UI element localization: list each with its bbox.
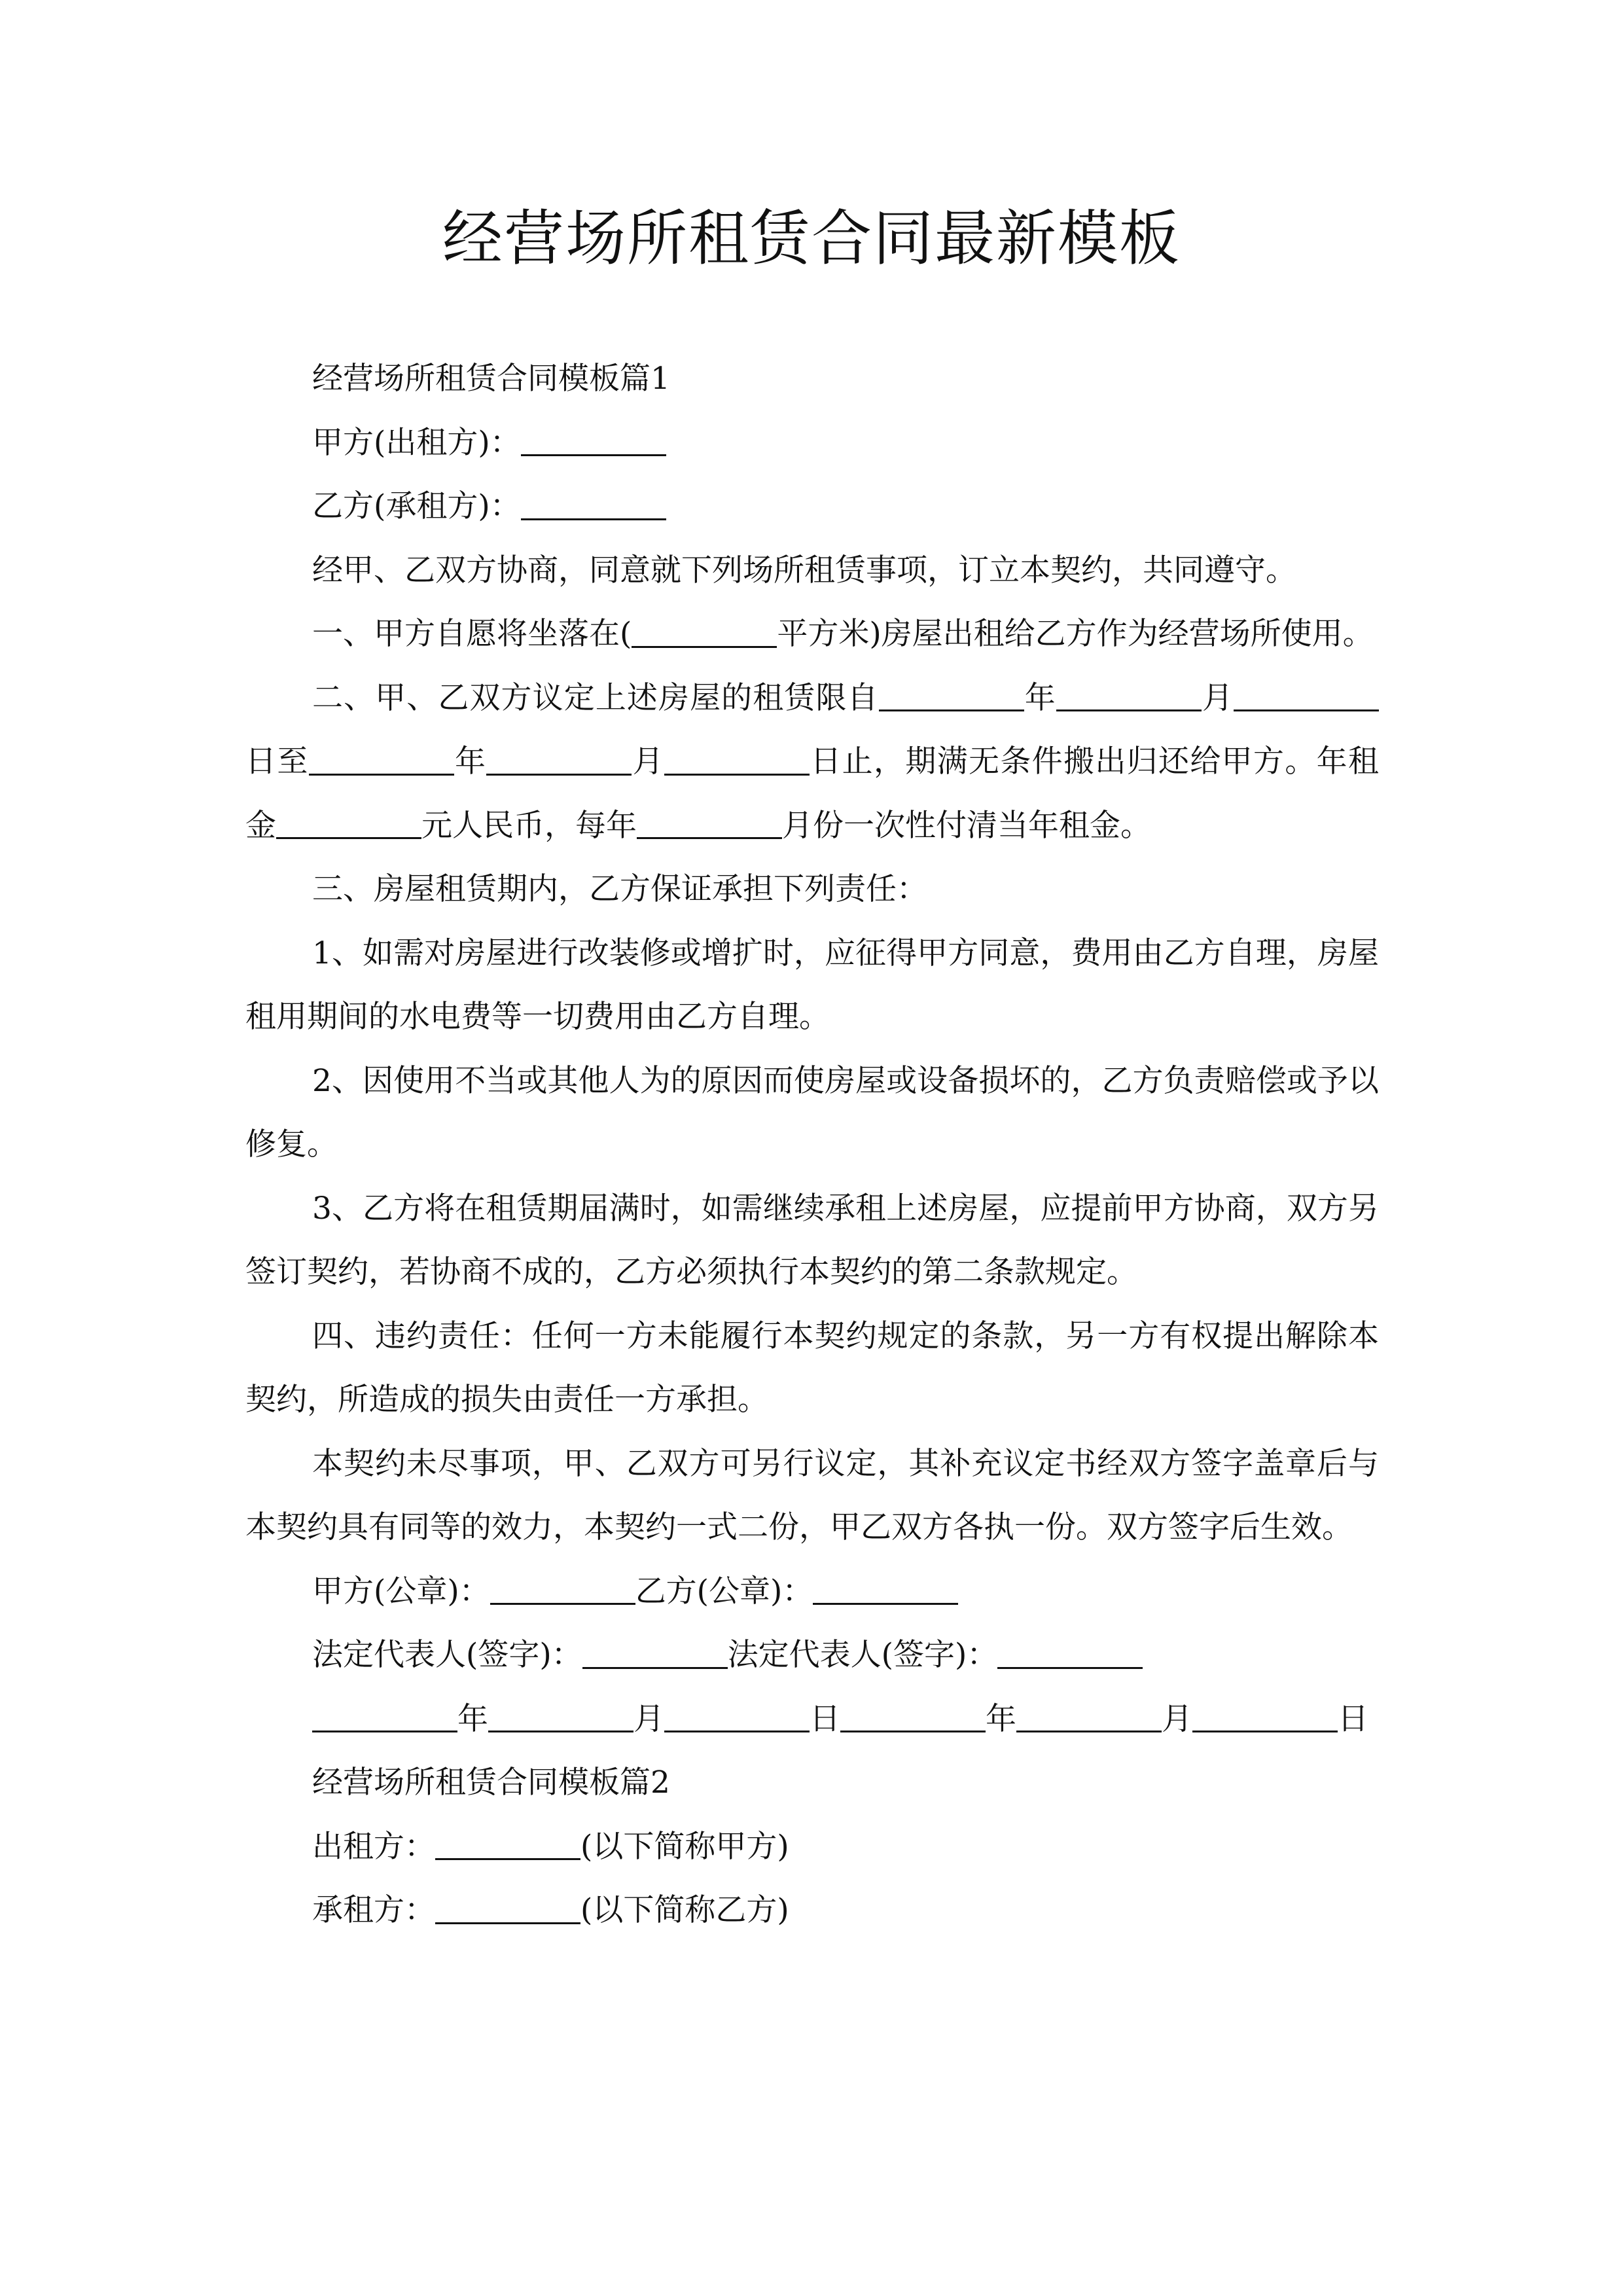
clause-1-text-b: 平方米)房屋出租给乙方作为经营场所使用。: [777, 616, 1374, 652]
document-body: [245, 347, 1379, 1943]
seal-line: [245, 1560, 1379, 1624]
area-blank[interactable]: [632, 615, 777, 648]
start-day-blank[interactable]: [1234, 679, 1379, 711]
clause-2: [245, 666, 1379, 858]
seal-a-blank[interactable]: [490, 1572, 635, 1605]
sign-year-a-blank[interactable]: [312, 1700, 457, 1732]
day-to-label: 日至: [245, 744, 309, 780]
rep-a-label: 法定代表人(签字)：: [312, 1637, 582, 1673]
section1-heading: 经营场所租赁合同模板篇1: [312, 361, 670, 397]
representative-line: [245, 1623, 1379, 1687]
rent-amount-blank[interactable]: [276, 806, 421, 839]
day-label: 日: [810, 1700, 840, 1737]
rep-b-label: 法定代表人(签字)：: [727, 1637, 998, 1673]
lessor-note: (以下简称甲方): [580, 1828, 789, 1865]
sign-year-b-blank[interactable]: [840, 1700, 986, 1732]
seal-b-blank[interactable]: [813, 1572, 958, 1605]
seal-a-label: 甲方(公章)：: [312, 1573, 490, 1609]
clause-3-heading: 三、房屋租赁期内，乙方保证承担下列责任：: [312, 871, 927, 907]
section2-heading: 经营场所租赁合同模板篇2: [312, 1765, 670, 1801]
yuan-text: 元人民币，每年: [421, 807, 637, 844]
signing-dates-line: [245, 1687, 1379, 1751]
party-a-label: 甲方(出租方)：: [312, 424, 521, 461]
start-year-blank[interactable]: [879, 679, 1024, 711]
lessor-blank[interactable]: [435, 1827, 580, 1860]
lessee-note: (以下简称乙方): [580, 1892, 789, 1928]
month-label: 月: [633, 1700, 664, 1737]
day-end-text: 日止，期满无条件搬出归还给甲方。年租金: [245, 744, 1380, 844]
sign-day-a-blank[interactable]: [664, 1700, 810, 1732]
seal-b-label: 乙方(公章)：: [635, 1573, 813, 1609]
year-label: 年: [457, 1700, 488, 1737]
year-label: 年: [986, 1700, 1016, 1737]
clause-3-item: 2、因使用不当或其他人为的原因而使房屋或设备损坏的，乙方负责赔偿或予以修复。: [245, 1062, 1379, 1162]
sign-day-b-blank[interactable]: [1192, 1700, 1338, 1732]
intro-paragraph: 经甲、乙双方协商，同意就下列场所租赁事项，订立本契约，共同遵守。: [312, 552, 1296, 588]
document-title: 经营场所租赁合同最新模板: [442, 204, 1181, 274]
year-label: 年: [454, 744, 487, 780]
clause-2-text: 二、甲、乙双方议定上述房屋的租赁限自: [312, 679, 879, 716]
clause-1: [245, 602, 1379, 666]
party-b-blank[interactable]: [521, 488, 666, 520]
end-day-blank[interactable]: [664, 743, 810, 776]
party-b-line: [245, 475, 1379, 539]
rep-a-blank[interactable]: [582, 1636, 728, 1669]
clause-4: 四、违约责任：任何一方未能履行本契约规定的条款，另一方有权提出解除本契约，所造成的损失由责任一方承担。: [245, 1318, 1379, 1418]
party-a-line: [245, 411, 1379, 475]
lessee-line: [245, 1878, 1379, 1943]
lessee-label: 承租方：: [312, 1892, 435, 1928]
day-label: 日: [1338, 1700, 1368, 1737]
end-year-blank[interactable]: [309, 743, 454, 776]
party-a-blank[interactable]: [521, 423, 666, 456]
month-label: 月: [1162, 1700, 1192, 1737]
month-label: 月: [632, 744, 665, 780]
start-month-blank[interactable]: [1056, 679, 1202, 711]
payment-month-blank[interactable]: [637, 806, 782, 839]
end-month-blank[interactable]: [486, 743, 632, 776]
lessor-line: [245, 1815, 1379, 1879]
lessor-label: 出租方：: [312, 1828, 435, 1865]
clause-3-item: 1、如需对房屋进行改装修或增扩时，应征得甲方同意，费用由乙方自理，房屋租用期间的水电费等一切费用由乙方自理。: [245, 935, 1379, 1035]
clause-2-tail: 月份一次性付清当年租金。: [782, 807, 1151, 844]
rep-b-blank[interactable]: [997, 1636, 1143, 1669]
supplement-paragraph: 本契约未尽事项，甲、乙双方可另行议定，其补充议定书经双方签字盖章后与本契约具有同等的效力，本契约一式二份，甲乙双方各执一份。双方签字后生效。: [245, 1445, 1379, 1545]
sign-month-a-blank[interactable]: [488, 1700, 633, 1732]
sign-month-b-blank[interactable]: [1016, 1700, 1162, 1732]
lessee-blank[interactable]: [435, 1892, 580, 1924]
clause-1-text-a: 一、甲方自愿将坐落在(: [312, 616, 632, 652]
clause-3-item: 3、乙方将在租赁期届满时，如需继续承租上述房屋，应提前甲方协商，双方另签订契约，若协商不成的，乙方必须执行本契约的第二条款规定。: [245, 1190, 1379, 1290]
year-label: 年: [1024, 679, 1056, 716]
party-b-label: 乙方(承租方)：: [312, 488, 521, 524]
month-label: 月: [1201, 679, 1234, 716]
